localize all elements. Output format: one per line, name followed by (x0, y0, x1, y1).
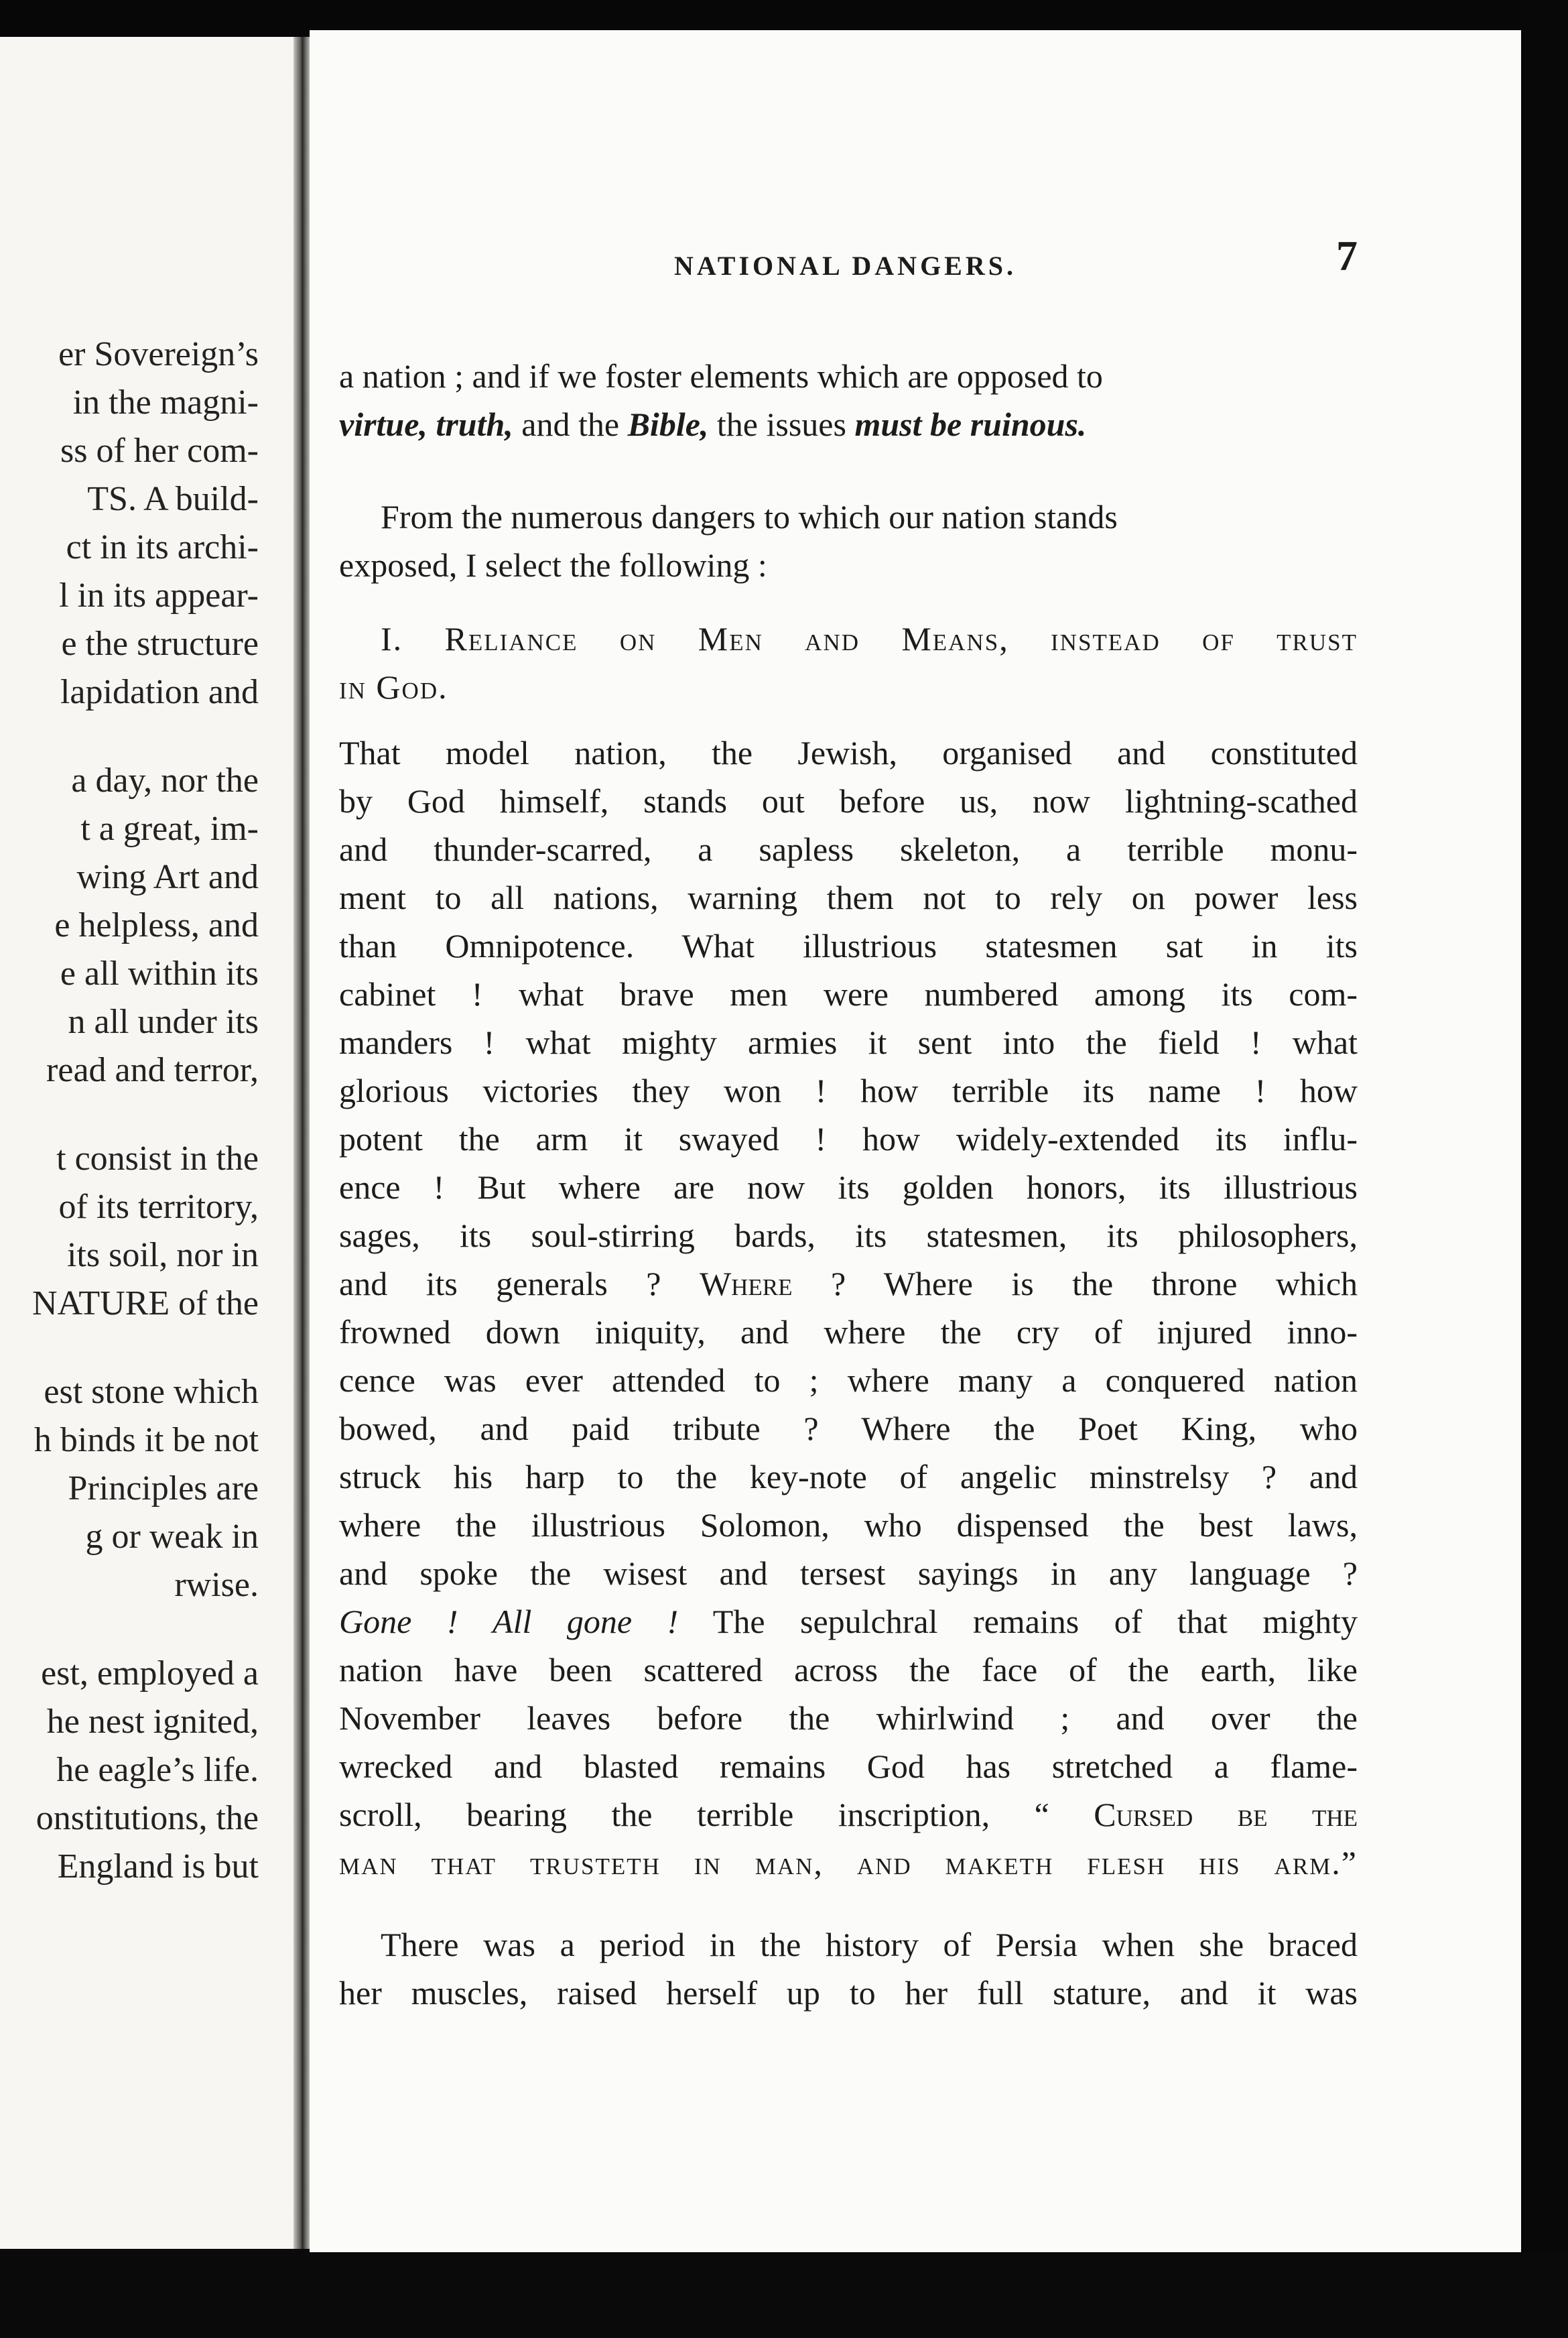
paragraph-lines-c (339, 1646, 1358, 1790)
left-page-line: in the magni- (72, 383, 259, 422)
paragraph-dangers (339, 493, 1358, 589)
left-page-line: lapidation and (60, 673, 259, 711)
left-page-line: g or weak in (85, 1518, 259, 1556)
left-page-line: e all within its (60, 955, 259, 993)
left-page-line: wing Art and (76, 858, 259, 896)
text-line: That model nation, the Jewish, organised and constituted (339, 734, 1358, 772)
text-line: cabinet ! what brave men were numbered among its com- (339, 975, 1358, 1013)
text-line: a nation ; and if we foster elements which are opposed to (339, 357, 1103, 395)
paragraph-persia (339, 1920, 1358, 2017)
text-line: her muscles, raised herself up to her full stature, and it was (339, 1974, 1358, 2012)
left-page-line: Principles are (68, 1469, 259, 1508)
left-page-line: England is but (57, 1847, 259, 1886)
left-page-line: t consist in the (56, 1140, 259, 1178)
left-page-line: onstitutions, the (36, 1799, 259, 1837)
emphasis-truth: truth, (436, 406, 513, 443)
left-page-gap (32, 1609, 259, 1650)
scan-border-right (1521, 0, 1568, 2338)
left-page-line: TS. A build- (87, 480, 259, 518)
text-line: From the numerous dangers to which our nation stands (381, 498, 1118, 536)
text-line: sages, its soul-stirring bards, its statesmen, its philosophers, (339, 1217, 1358, 1254)
text-sepulchral: The sepulchral remains of that mighty (712, 1603, 1358, 1640)
text-line: frowned down iniquity, and where the cry of injured inno- (339, 1313, 1358, 1351)
text-line: and thunder-scarred, a sapless skeleton, a terrible monu- (339, 830, 1358, 868)
text-line: where the illustrious Solomon, who dispensed the best laws, (339, 1506, 1358, 1544)
text-line: cence was ever attended to ; where many a conquered nation (339, 1361, 1358, 1399)
text-line (339, 1259, 1358, 1308)
text-line: glorious victories they won ! how terrible its name ! how (339, 1072, 1358, 1109)
page-number: 7 (1336, 232, 1358, 280)
left-page-text (32, 330, 259, 1891)
left-page-line: e helpless, and (54, 906, 259, 944)
left-page-line: est stone which (44, 1373, 259, 1411)
text-line: ence ! But where are now its golden honors, its illustrious (339, 1168, 1358, 1206)
text-and-the: and the (521, 406, 620, 443)
text-line: potent the arm it swayed ! how widely-extended its influ- (339, 1120, 1358, 1158)
running-head (339, 231, 1358, 292)
right-page (310, 30, 1521, 2252)
left-page-gap (32, 1328, 259, 1368)
text-line: than Omnipotence. What illustrious statesmen sat in its (339, 927, 1358, 965)
left-page-line: n all under its (68, 1003, 259, 1041)
left-page-line: NATURE of the (32, 1284, 259, 1322)
text-scroll: scroll, bearing the terrible inscription, (339, 1796, 990, 1833)
text-the-issues: the issues (716, 406, 846, 443)
text-line (339, 1597, 1358, 1646)
text-line: November leaves before the whirlwind ; and over the (339, 1699, 1358, 1737)
paragraph-intro (339, 352, 1358, 448)
text-line: by God himself, stands out before us, now lightning-scathed (339, 782, 1358, 820)
text-line: nation have been scattered across the face of the earth, like (339, 1651, 1358, 1688)
left-page-gap (32, 1095, 259, 1135)
paragraph-lines-a (339, 729, 1358, 1259)
running-title: NATIONAL DANGERS. (674, 251, 1017, 281)
left-page-line: read and terror, (46, 1051, 259, 1089)
inscription-part-1: “ Cursed be the (1034, 1796, 1358, 1833)
emphasis-gone: Gone ! All gone ! (339, 1603, 679, 1640)
left-page-gap (32, 717, 259, 757)
emphasis-must-be-ruinous: must be ruinous. (854, 406, 1087, 443)
section-heading (339, 615, 1358, 711)
emphasis-bible: Bible, (627, 406, 709, 443)
left-page-line: a day, nor the (71, 761, 259, 800)
left-page-fragment (0, 37, 293, 2249)
left-page-line: ss of her com- (60, 432, 259, 470)
left-page-line: t a great, im- (80, 810, 259, 848)
text-line: and spoke the wisest and tersest sayings in any language ? (339, 1554, 1358, 1592)
paragraph-lines-b (339, 1308, 1358, 1597)
left-page-line: l in its appear- (59, 576, 259, 615)
inscription-part-2: man that trusteth in man, and maketh flesh his arm.” (339, 1844, 1358, 1882)
text-line (339, 1790, 1358, 1839)
left-page-line: rwise. (174, 1566, 259, 1604)
paragraph-jewish-nation (339, 729, 1358, 1887)
heading-line-1: I. Reliance on Men and Means, instead of trust (381, 620, 1358, 658)
text-line: There was a period in the history of Persia when she braced (381, 1926, 1358, 1963)
left-page-line: he eagle’s life. (56, 1751, 259, 1789)
book-gutter (293, 37, 310, 2249)
text-where: Where ? (699, 1265, 846, 1302)
text-line: manders ! what mighty armies it sent into the field ! what (339, 1024, 1358, 1061)
left-page-line: er Sovereign’s (58, 335, 259, 373)
text-line: struck his harp to the key-note of angelic minstrelsy ? and (339, 1458, 1358, 1495)
left-page-line: h binds it be not (34, 1421, 259, 1459)
heading-line-2: in God. (339, 668, 448, 706)
left-page-line: e the structure (61, 625, 259, 663)
left-page-line: he nest ignited, (46, 1703, 259, 1741)
emphasis-virtue: virtue, (339, 406, 428, 443)
text-line: exposed, I select the following : (339, 546, 767, 584)
text-generals: and its generals ? (339, 1265, 661, 1302)
text-throne: Where is the throne which (883, 1265, 1358, 1302)
text-line: ment to all nations, warning them not to rely on power less (339, 879, 1358, 916)
text-line: wrecked and blasted remains God has stretched a flame- (339, 1747, 1358, 1785)
text-line: bowed, and paid tribute ? Where the Poet King, who (339, 1410, 1358, 1447)
text-line (339, 400, 1358, 448)
left-page-line: est, employed a (41, 1654, 259, 1693)
scan-border-bottom (0, 2252, 1568, 2338)
left-page-line: its soil, nor in (66, 1236, 259, 1274)
left-page-line: of its territory, (58, 1188, 259, 1226)
left-page-line: ct in its archi- (66, 528, 259, 566)
